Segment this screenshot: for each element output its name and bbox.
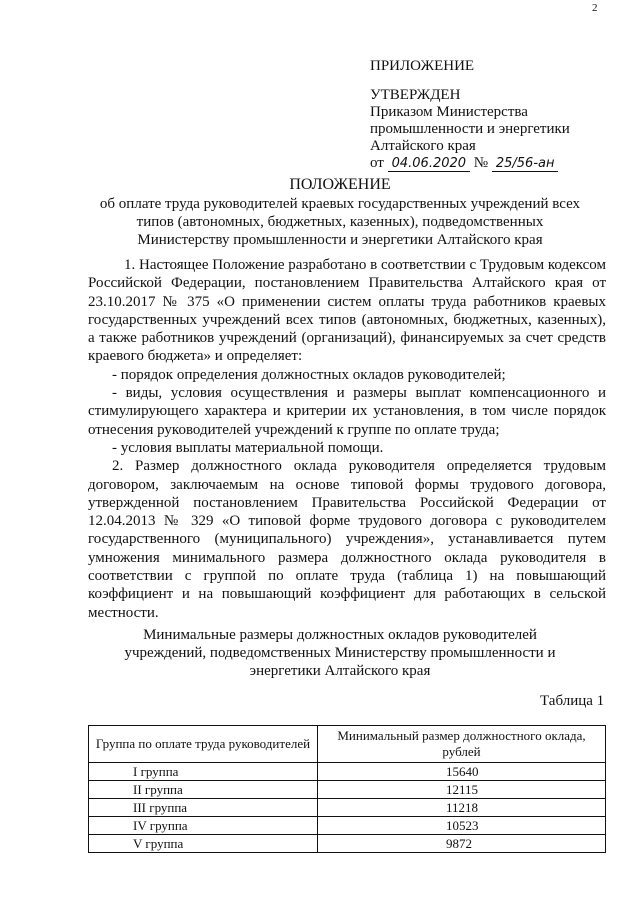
paragraph-1: 1. Настоящее Положение разработано в соответствии с Трудовым кодексом Российской Федерации, постановлением Правительства Алтайского края от 23.10.2017 № 375 «О применении систем оплаты труда работников краевых государственных учреждений всех типов (автономных, бюджетных, казенных), а также работников учреждений (организаций), финансируемых за счет средств краевого бюджета» и определяет: (88, 257, 607, 365)
table-header-salary: Минимальный размер должностного оклада, рублей (318, 726, 606, 763)
list-item-2: - виды, условия осуществления и размеры выплат компенсационного и стимулирующего характера и критерии их установления, в том числе порядок отнесения руководителей учреждений к группе по оплате труда; (88, 385, 606, 438)
order-date-line (370, 155, 630, 172)
list-item-3: - условия выплаты материальной помощи. (112, 439, 384, 456)
title-line-2: типов (автономных, бюджетных, казенных), подведомственных (136, 214, 544, 230)
table-row (89, 835, 606, 853)
document-title: ПОЛОЖЕНИЕ (289, 176, 391, 193)
salary-cell: 10523 (318, 817, 606, 835)
salary-table (88, 725, 606, 853)
page-number: 2 (592, 2, 598, 14)
group-cell: V группа (89, 835, 318, 853)
group-cell: IV группа (89, 817, 318, 835)
paragraph-2: 2. Размер должностного оклада руководителя определяется трудовым договором, заключаемым на основе типовой формы трудового договора, утвержденной постановлением Правительства Российской Федерации от 12.04.2013 № 329 «О типовой форме трудового договора с руководителем государственного (муниципального) учреждения», устанавливается путем умножения минимального размера должностного оклада руководителя в соответствии с группой по оплате труда (таблица 1) на повышающий коэффициент и на повышающий коэффициент для работающих в сельской местности. (88, 458, 606, 621)
table-caption (100, 626, 580, 680)
order-line-1: Приказом Министерства (370, 104, 528, 120)
table-row (89, 799, 606, 817)
list-item-1: - порядок определения должностных окладов руководителей; (112, 366, 506, 383)
group-cell: III группа (89, 799, 318, 817)
number-prefix: № (473, 155, 489, 171)
table-row (89, 763, 606, 781)
salary-cell: 11218 (318, 799, 606, 817)
title-line-3: Министерству промышленности и энергетики Алтайского края (137, 232, 543, 248)
title-line-1: об оплате труда руководителей краевых государственных учреждений всех (99, 196, 581, 212)
order-date: 04.06.2020 (388, 156, 470, 172)
date-prefix: от (370, 155, 384, 171)
salary-cell: 15640 (318, 763, 606, 781)
order-number: 25/56-ан (492, 156, 559, 172)
order-line-3: Алтайского края (370, 138, 476, 154)
document-title-block (60, 176, 620, 249)
table-caption-line-1: Минимальные размеры должностных окладов руководителей (143, 627, 537, 643)
table-row (89, 817, 606, 835)
table-label: Таблица 1 (540, 693, 605, 709)
table-header-row (89, 726, 606, 763)
table-caption-line-3: энергетики Алтайского края (249, 663, 431, 679)
approved-label: УТВЕРЖДЕН (370, 87, 461, 103)
document-body (88, 256, 606, 622)
salary-cell: 9872 (318, 835, 606, 853)
table-row (89, 781, 606, 799)
table-caption-line-2: учреждений, подведомственных Министерству промышленности и (124, 645, 556, 661)
order-line-2: промышленности и энергетики (370, 121, 570, 137)
group-cell: II группа (89, 781, 318, 799)
appendix-label: ПРИЛОЖЕНИЕ (370, 58, 475, 74)
group-cell: I группа (89, 763, 318, 781)
table-header-group: Группа по оплате труда руководителей (89, 726, 318, 763)
salary-cell: 12115 (318, 781, 606, 799)
approval-block (370, 58, 630, 172)
